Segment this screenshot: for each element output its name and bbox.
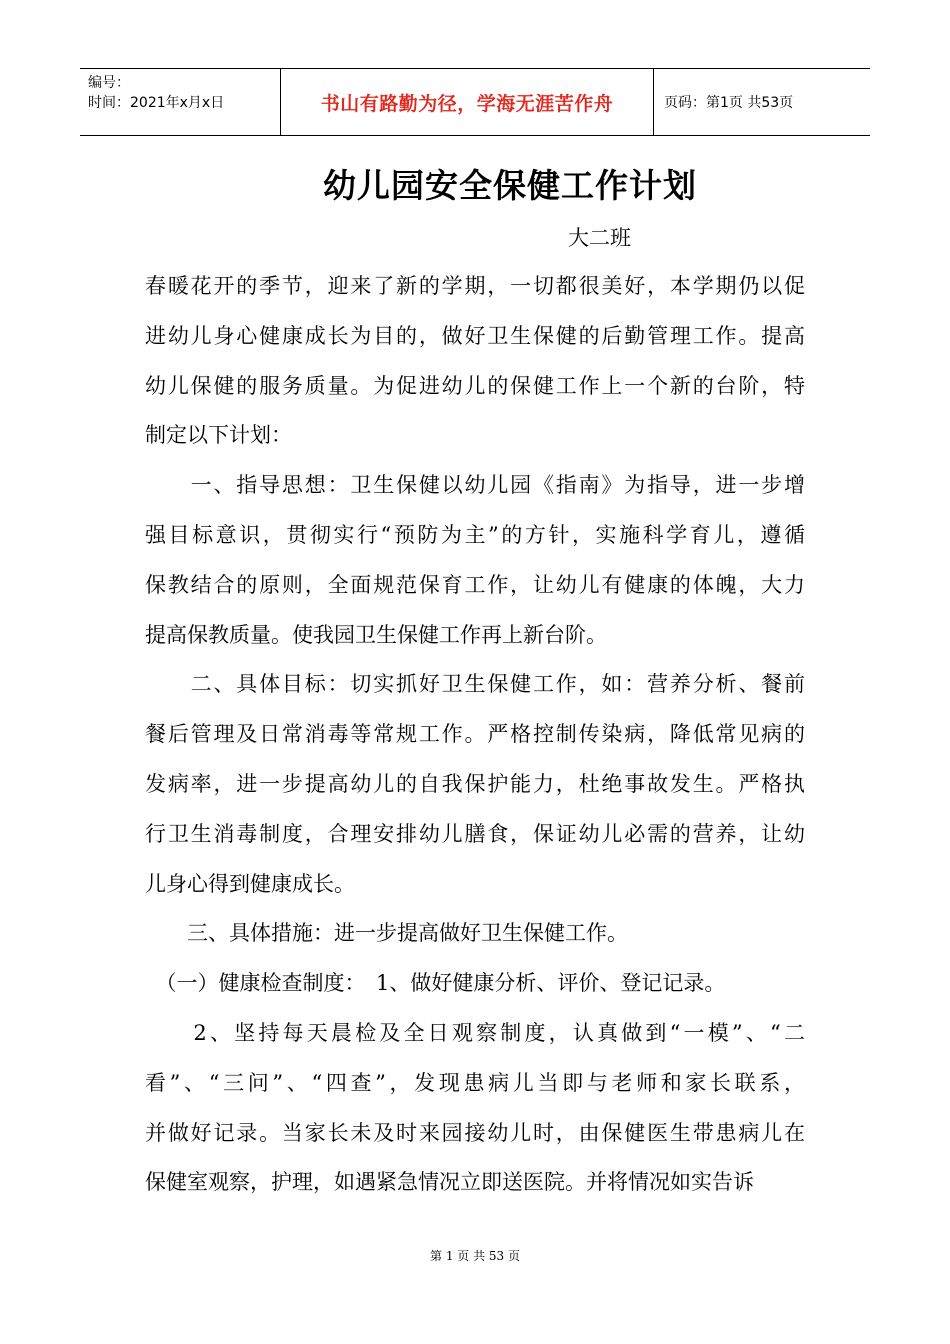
document-body [145, 262, 805, 1208]
body-line: 一、指导思想：卫生保健以幼儿园《指南》为指导，进一步增 [145, 473, 805, 498]
page-footer [0, 1247, 950, 1264]
body-paragraph [145, 262, 805, 461]
body-line: （一）健康检查制度： 1、做好健康分析、评价、登记记录。 [145, 971, 726, 996]
body-line: 发病率，进一步提高幼儿的自我保护能力，杜绝事故发生。严格执 [145, 771, 805, 796]
body-line: 制定以下计划： [145, 423, 292, 448]
document-title: 幼儿园安全保健工作计划 [323, 166, 697, 205]
header-motto: 书山有路勤为径，学海无涯苦作舟 [281, 69, 654, 135]
number-label: 编号： [88, 75, 130, 91]
page-header [80, 68, 870, 136]
body-line: 餐后管理及日常消毒等常规工作。严格控制传染病，降低常见病的 [145, 722, 805, 747]
body-line: 强目标意识，贯彻实行“预防为主”的方针，实施科学育儿，遵循 [145, 522, 805, 547]
body-line: 三、具体措施：进一步提高做好卫生保健工作。 [145, 921, 628, 946]
body-line: 儿身心得到健康成长。 [145, 871, 355, 896]
body-line: 进幼儿身心健康成长为目的，做好卫生保健的后勤管理工作。提高 [145, 323, 805, 348]
body-line: 2、坚持每天晨检及全日观察制度，认真做到“一模”、“二 [145, 1020, 805, 1045]
body-paragraph [145, 461, 805, 660]
body-line: 并做好记录。当家长未及时来园接幼儿时，由保健医生带患病儿在 [145, 1120, 805, 1145]
body-paragraph [145, 909, 805, 959]
body-line: 保教结合的原则，全面规范保育工作，让幼儿有健康的体魄，大力 [145, 572, 805, 597]
body-line: 提高保教质量。使我园卫生保健工作再上新台阶。 [145, 622, 607, 647]
header-page-info: 页码：第1页 共53页 [664, 95, 794, 111]
body-paragraph [145, 1009, 805, 1208]
body-line: 看”、“三问”、“四查”，发现患病儿当即与老师和家长联系， [145, 1070, 805, 1095]
body-line: 春暖花开的季节，迎来了新的学期，一切都很美好，本学期仍以促 [145, 274, 805, 298]
body-paragraph [145, 660, 805, 909]
header-meta [80, 69, 281, 135]
body-line: 二、具体目标：切实抓好卫生保健工作，如：营养分析、餐前 [145, 672, 805, 697]
time-label: 时间：2021年x月x日 [88, 95, 225, 111]
footer-page-number: 第 1 页 共 53 页 [430, 1249, 520, 1263]
body-line: 幼儿保健的服务质量。为促进幼儿的保健工作上一个新的台阶，特 [145, 373, 805, 398]
document-subtitle: 大二班 [568, 226, 631, 250]
body-line: 行卫生消毒制度，合理安排幼儿膳食，保证幼儿必需的营养，让幼 [145, 821, 805, 846]
body-line: 保健室观察，护理，如遇紧急情况立即送医院。并将情况如实告诉 [145, 1170, 754, 1195]
body-paragraph [145, 959, 805, 1009]
